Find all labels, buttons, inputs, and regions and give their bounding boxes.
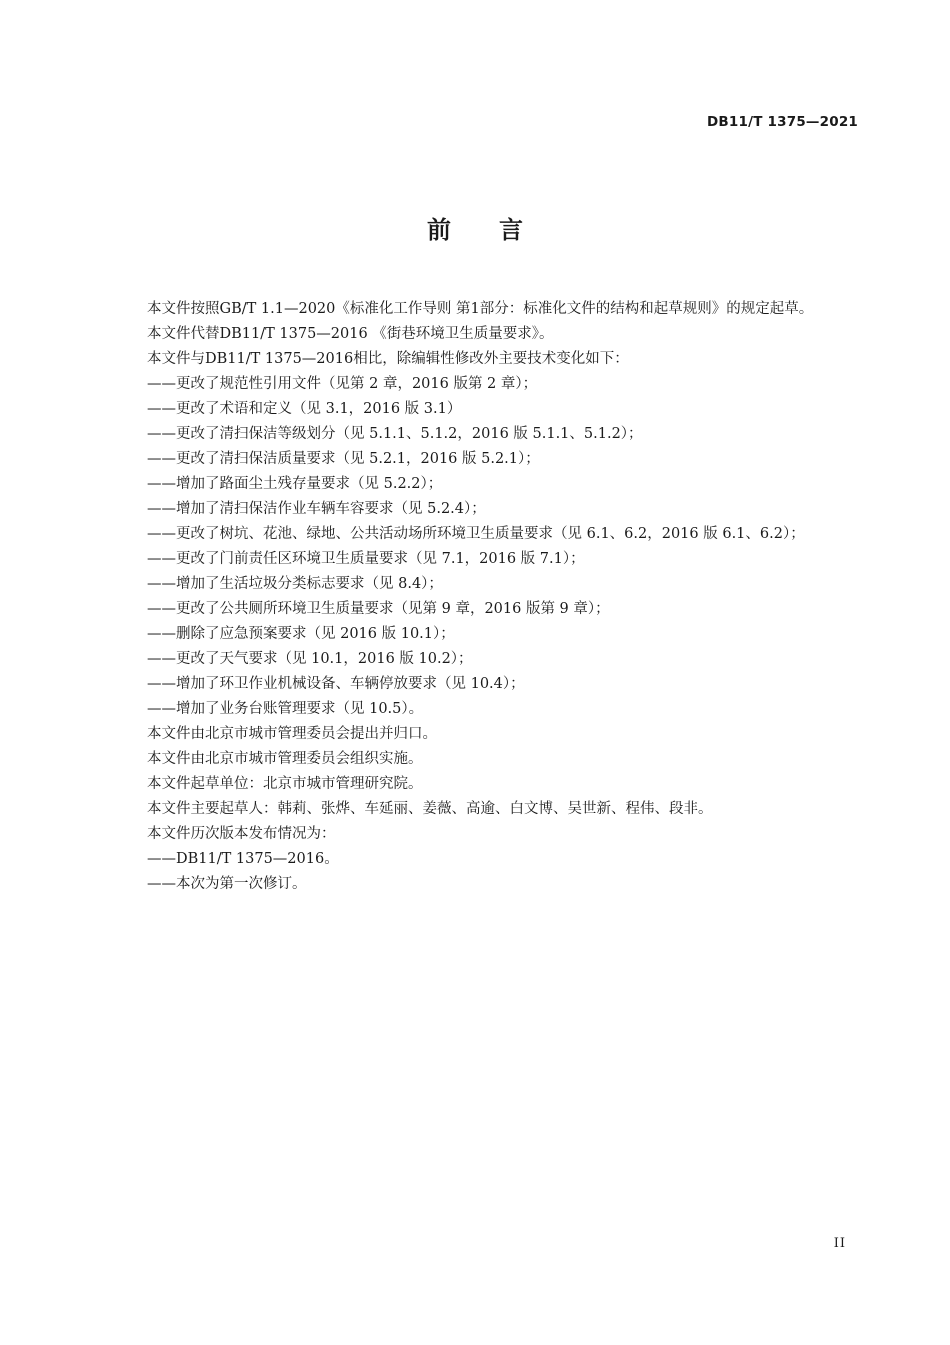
change-item: ——更改了规范性引用文件（见第 2 章，2016 版第 2 章）； (147, 376, 538, 392)
change-item: ——删除了应急预案要求（见 2016 版 10.1）； (147, 626, 455, 642)
document-code: DB11/T 1375—2021 (707, 114, 858, 130)
change-item: ——增加了路面尘土残存量要求（见 5.2.2）； (147, 476, 443, 492)
history-intro-paragraph: 本文件历次版本发布情况为： (147, 826, 336, 842)
change-item: ——增加了清扫保洁作业车辆车容要求（见 5.2.4）； (147, 501, 486, 517)
replaces-paragraph: 本文件代替DB11/T 1375—2016 《街巷环境卫生质量要求》。 (147, 326, 554, 342)
change-item: ——更改了天气要求（见 10.1，2016 版 10.2）； (147, 651, 473, 667)
change-item: ——更改了清扫保洁质量要求（见 5.2.1，2016 版 5.2.1）； (147, 451, 540, 467)
drafting-unit-paragraph: 本文件起草单位：北京市城市管理研究院。 (147, 776, 423, 792)
page-number: II (833, 1236, 846, 1251)
intro-paragraph: 本文件按照GB/T 1.1—2020《标准化工作导则 第1部分：标准化文件的结构和起草规则》的规定起草。 (147, 301, 814, 317)
page-title (0, 210, 950, 245)
title-char-1: 前 (427, 216, 451, 244)
title-char-2: 言 (499, 216, 523, 244)
comparison-paragraph: 本文件与DB11/T 1375—2016相比，除编辑性修改外主要技术变化如下： (147, 351, 629, 367)
change-item: ——增加了业务台账管理要求（见 10.5）。 (147, 701, 424, 717)
history-item: ——DB11/T 1375—2016。 (147, 851, 339, 867)
change-item: ——更改了门前责任区环境卫生质量要求（见 7.1，2016 版 7.1）； (147, 551, 585, 567)
organized-by-paragraph: 本文件由北京市城市管理委员会组织实施。 (147, 751, 423, 767)
history-item: ——本次为第一次修订。 (147, 876, 307, 892)
drafters-paragraph: 本文件主要起草人：韩莉、张烨、车延丽、姜薇、高逾、白文博、吴世新、程伟、段非。 (147, 801, 713, 817)
change-item: ——增加了环卫作业机械设备、车辆停放要求（见 10.4）； (147, 676, 525, 692)
change-item: ——更改了树坑、花池、绿地、公共活动场所环境卫生质量要求（见 6.1、6.2，2016 版 6.1、6.2）； (147, 526, 805, 542)
change-item: ——更改了公共厕所环境卫生质量要求（见第 9 章，2016 版第 9 章）； (147, 601, 610, 617)
foreword-body (116, 297, 862, 897)
change-item: ——更改了清扫保洁等级划分（见 5.1.1、5.1.2，2016 版 5.1.1、5.1.2）； (147, 426, 643, 442)
change-item: ——更改了术语和定义（见 3.1，2016 版 3.1） (147, 401, 462, 417)
proposed-by-paragraph: 本文件由北京市城市管理委员会提出并归口。 (147, 726, 437, 742)
change-item: ——增加了生活垃圾分类标志要求（见 8.4）； (147, 576, 443, 592)
